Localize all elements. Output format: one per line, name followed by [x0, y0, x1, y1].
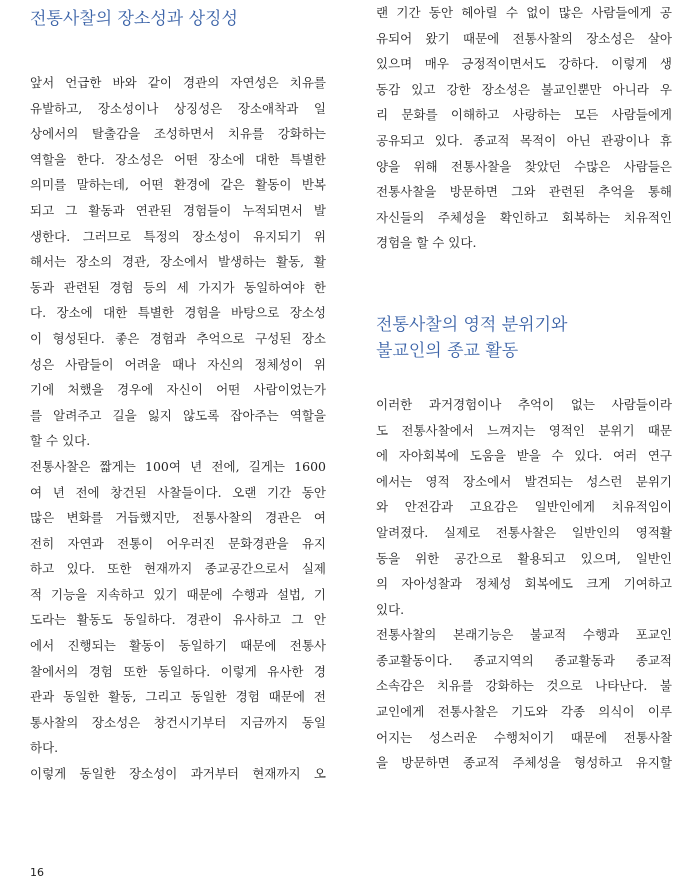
text-line: 을 방문하면 종교적 주체성을 형성하고 유지할: [376, 755, 672, 771]
left-column: [30, 0, 326, 787]
body-paragraph-3: [30, 761, 326, 787]
text-line: 에서는 영적 장소에서 발견되는 성스런 분위기: [376, 473, 672, 489]
text-line: 동감 있고 강한 장소성은 불교인뿐만 아니라 우: [376, 81, 672, 97]
text-line: 에서 진행되는 활동이 동일하기 때문에 전통사: [30, 638, 326, 654]
section-heading-place-identity: 전통사찰의 장소성과 상징성: [30, 9, 238, 29]
text-line: 하고 있다. 또한 현재까지 종교공간으로서 실제: [30, 561, 326, 577]
body-paragraph-1: [30, 70, 326, 454]
text-line: 해서는 장소의 경관, 장소에서 발생하는 활동, 활: [30, 254, 326, 270]
page-number: 16: [30, 866, 44, 879]
text-line: 를 알려주고 길을 잃지 않도록 잡아주는 역할을: [30, 407, 326, 423]
text-line: 와 안전감과 고요감은 일반인에게 치유적임이: [376, 499, 672, 515]
text-line: 상에서의 탈출감을 조성하면서 치유를 강화하는: [30, 126, 326, 142]
text-line: 경험을 할 수 있다.: [376, 235, 477, 251]
text-line: 종교활동이다. 종교지역의 종교활동과 종교적: [376, 652, 672, 668]
body-paragraph-2: [30, 454, 326, 761]
text-line: 통사찰의 장소성은 창건시기부터 지금까지 동일: [30, 714, 326, 730]
section-heading-spiritual-atmosphere: [376, 312, 672, 364]
text-line: 리 문화를 이해하고 사랑하는 모든 사람들에게: [376, 107, 672, 123]
text-line: 도라는 활동도 동일하다. 경관이 유사하고 그 안: [30, 612, 326, 628]
text-line: 양을 위해 전통사찰을 찾았던 수많은 사람들은: [376, 158, 672, 174]
text-line: 관과 동일한 활동, 그리고 동일한 경험 때문에 전: [30, 689, 326, 705]
text-line: 이렇게 동일한 장소성이 과거부터 현재까지 오: [30, 766, 326, 782]
text-line: 적 기능을 지속하고 있기 때문에 수행과 설법, 기: [30, 586, 326, 602]
body-paragraph-5: [376, 622, 672, 776]
text-line: 기에 처했을 경우에 자신이 어떤 사람이었는가: [30, 382, 326, 398]
text-line: 교인에게 전통사찰은 기도와 각종 의식이 이루: [376, 704, 672, 720]
text-line: 동을 위한 공간으로 활용되고 있으며, 일반인: [376, 550, 672, 566]
heading-line: 전통사찰의 영적 분위기와: [376, 314, 568, 335]
text-line: 공유되고 있다. 종교적 목적이 아닌 관광이나 휴: [376, 132, 672, 148]
text-line: 알려졌다. 실제로 전통사찰은 일반인의 영적활: [376, 524, 672, 540]
text-line: 하다.: [30, 740, 59, 756]
text-line: 전통사찰의 본래기능은 불교적 수행과 포교인: [376, 627, 672, 643]
text-line: 여 년 전에 창건된 사찰들이다. 오랜 기간 동안: [30, 484, 326, 500]
text-line: 유발하고, 장소성이나 상징성은 장소애착과 일: [30, 100, 326, 116]
text-line: 성은 사람들이 어려울 때나 자신의 정체성이 위: [30, 356, 326, 372]
text-line: 생한다. 그러므로 특정의 장소성이 유지되기 위: [30, 228, 326, 244]
text-line: 전통사찰을 방문하면 그와 관련된 추억을 통해: [376, 184, 672, 200]
text-line: 전통사찰은 짧게는 100여 년 전에, 길게는 1600: [30, 458, 326, 474]
text-line: 유되어 왔기 때문에 전통사찰의 장소성은 살아: [376, 30, 672, 46]
right-column: [376, 0, 672, 776]
text-line: 있으며 매우 긍정적이면서도 강하다. 이렇게 생: [376, 56, 672, 72]
body-paragraph-continued: [376, 0, 672, 256]
text-line: 동과 관련된 경험 등의 세 가지가 동일하여야 한: [30, 279, 326, 295]
text-line: 의 자아성찰과 정체성 회복에도 크게 기여하고: [376, 576, 672, 592]
text-line: 의미를 말하는데, 어떤 환경에 같은 활동이 반복: [30, 177, 326, 193]
text-line: 앞서 언급한 바와 같이 경관의 자연성은 치유를: [30, 75, 326, 90]
text-line: 소속감은 치유를 강화하는 것으로 나타난다. 불: [376, 678, 672, 694]
text-line: 에 자아회복에 도움을 받을 수 있다. 여러 연구: [376, 448, 672, 464]
text-line: 많은 변화를 거듭했지만, 전통사찰의 경관은 여: [30, 510, 326, 526]
text-line: 이러한 과거경험이나 추억이 없는 사람들이라: [376, 396, 672, 412]
text-line: 이 형성된다. 좋은 경험과 추억으로 구성된 장소: [30, 330, 326, 346]
text-line: 전히 자연과 전통이 어우러진 문화경관을 유지: [30, 535, 326, 551]
text-line: 찰에서의 경험 또한 동일하다. 이렇게 유사한 경: [30, 663, 326, 679]
heading-line: 불교인의 종교 활동: [376, 340, 519, 361]
text-line: 할 수 있다.: [30, 433, 91, 449]
text-line: 되고 그 활동과 연관된 경험들이 누적되면서 발: [30, 202, 326, 218]
text-line: 역할을 한다. 장소성은 어떤 장소에 대한 특별한: [30, 151, 326, 167]
text-line: 다. 장소에 대한 특별한 경험을 바탕으로 장소성: [30, 305, 326, 321]
body-paragraph-4: [376, 392, 672, 622]
text-line: 랜 기간 동안 헤아릴 수 없이 많은 사람들에게 공: [376, 5, 672, 20]
text-line: 있다.: [376, 601, 405, 617]
text-line: 자신들의 주체성을 확인하고 회복하는 치유적인: [376, 209, 672, 225]
text-line: 도 전통사찰에서 느껴지는 영적인 분위기 때문: [376, 422, 672, 438]
text-line: 어지는 성스러운 수행처이기 때문에 전통사찰: [376, 729, 672, 745]
